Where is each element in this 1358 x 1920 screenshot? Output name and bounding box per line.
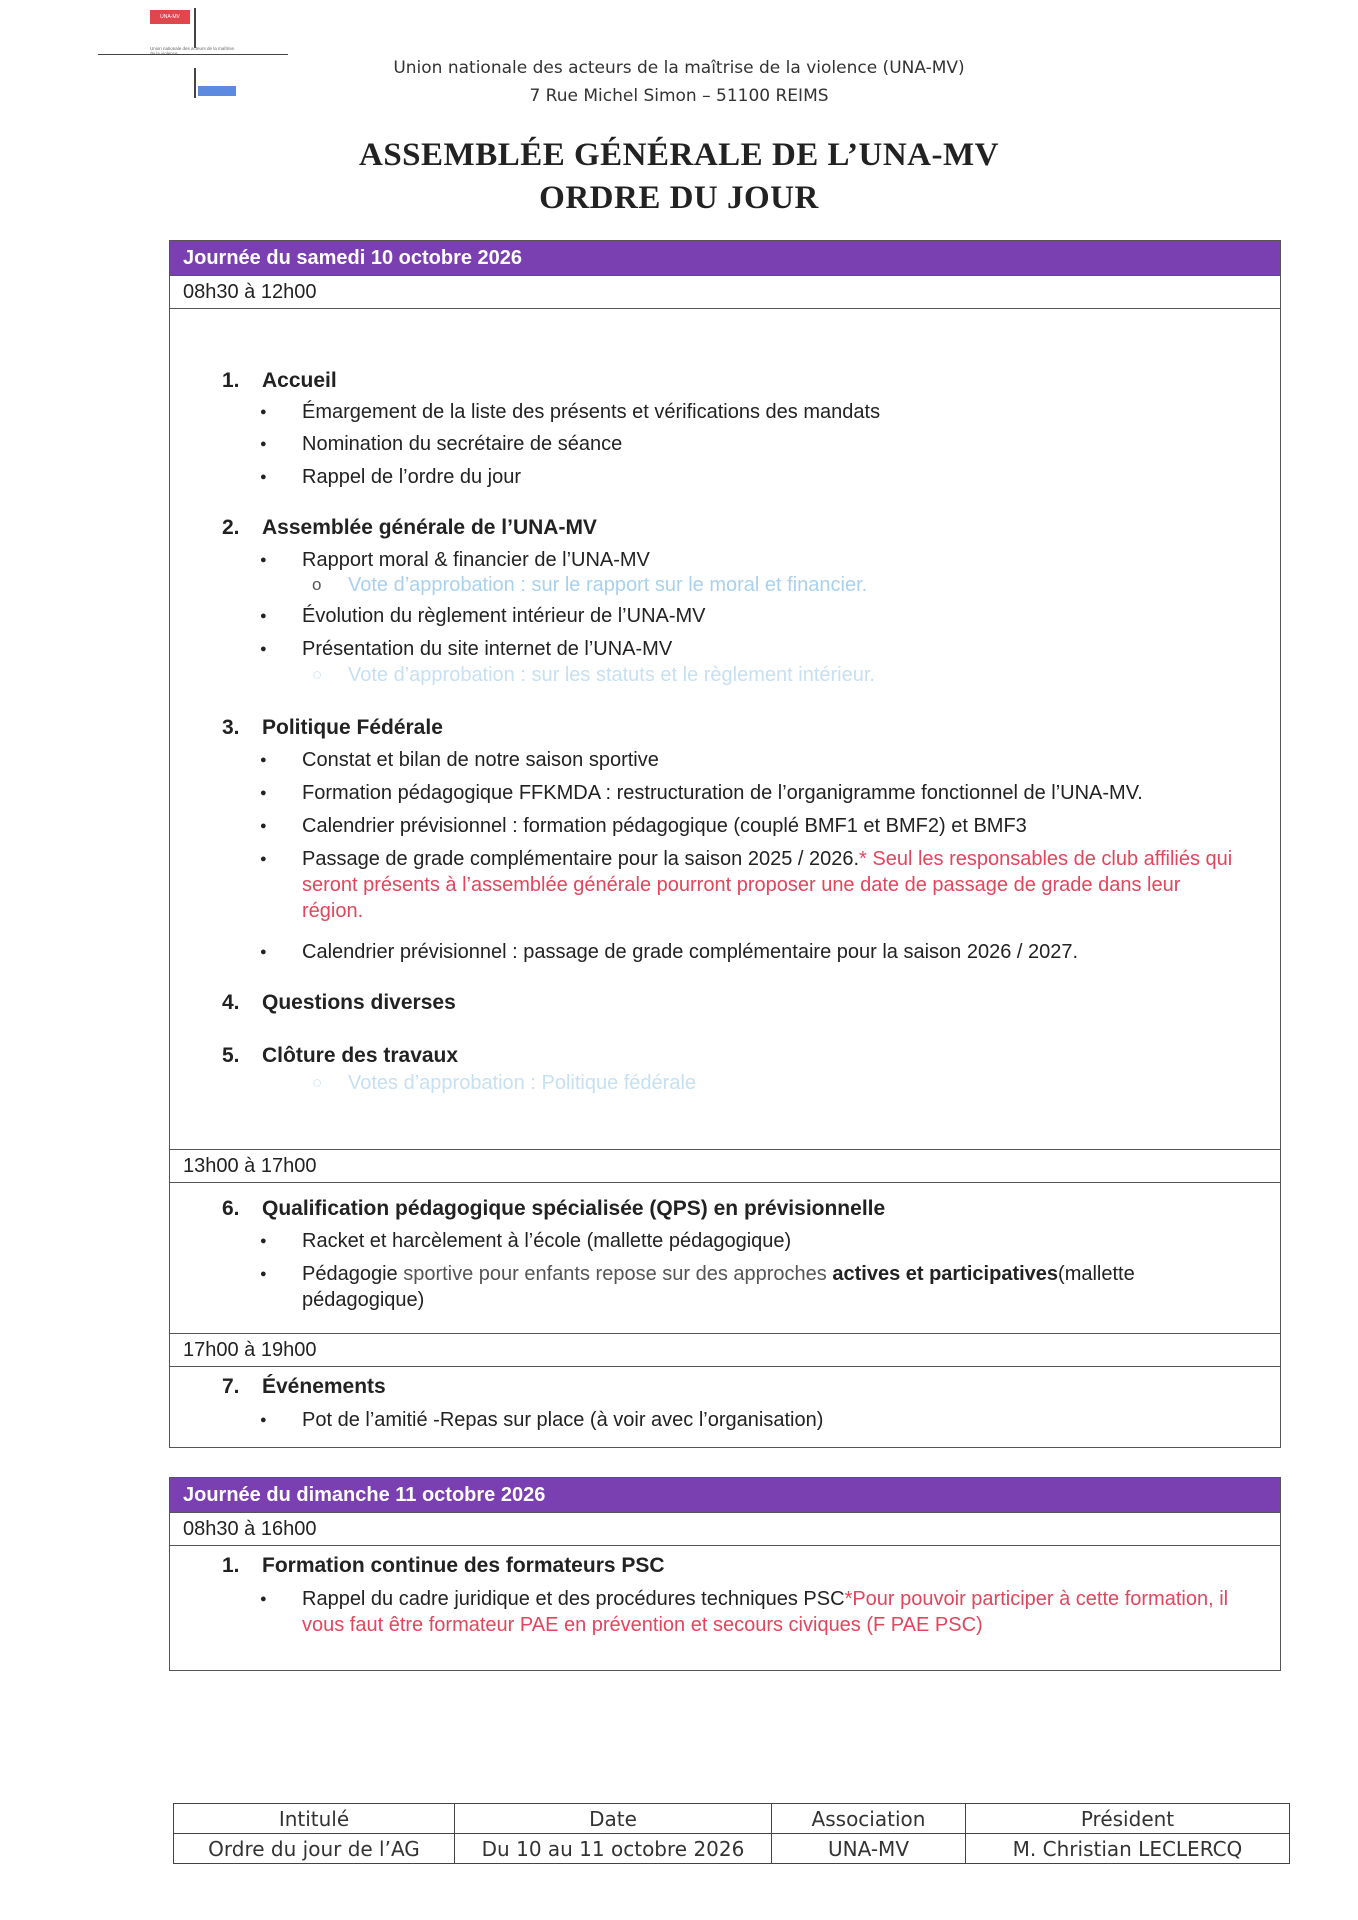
header-cell: Intitulé bbox=[174, 1804, 455, 1834]
table-cell: M. Christian LECLERCQ bbox=[966, 1834, 1290, 1864]
logo-horizontal-line bbox=[98, 54, 288, 55]
list-item: ● Nomination du secrétaire de séance bbox=[262, 431, 1242, 457]
vote-note: o Vote d’approbation : sur le rapport sur le moral et financier. bbox=[312, 574, 868, 596]
day2-heading: Journée du dimanche 11 octobre 2026 bbox=[170, 1478, 1280, 1513]
day2-items bbox=[170, 1546, 1280, 1666]
time-slot: 08h30 à 12h00 bbox=[170, 276, 1280, 309]
vote-note: ○ Vote d’approbation : sur les statuts et le règlement intérieur. bbox=[312, 664, 875, 686]
evening-items bbox=[170, 1367, 1280, 1455]
agenda-item-accueil: 1. Accueil bbox=[222, 369, 337, 392]
header-cell: Association bbox=[772, 1804, 966, 1834]
list-item: ● Émargement de la liste des présents et vérifications des mandats bbox=[262, 399, 1242, 425]
agenda-item-cloture: 5. Clôture des travaux bbox=[222, 1044, 459, 1067]
page-subtitle: ORDRE DU JOUR bbox=[539, 180, 819, 216]
list-item: ● Calendrier prévisionnel : passage de grade complémentaire pour la saison 2026 / 2027. bbox=[262, 939, 1242, 965]
time-slot: 08h30 à 16h00 bbox=[170, 1513, 1280, 1546]
day2-agenda bbox=[169, 1477, 1281, 1671]
document-info-table bbox=[173, 1803, 1290, 1864]
agenda-item-qps: 6. Qualification pédagogique spécialisée (QPS) en prévisionnelle bbox=[222, 1197, 886, 1220]
list-item: ● Racket et harcèlement à l’école (mallette pédagogique) bbox=[262, 1228, 1242, 1254]
morning-items bbox=[170, 309, 1280, 1149]
psc-note: *Pour pouvoir participer à cette formation, il vous faut être formateur PAE en prévention et secours civiques (F PAE PSC) bbox=[302, 1588, 1229, 1636]
org-address: 7 Rue Michel Simon – 51100 REIMS bbox=[529, 86, 829, 106]
table-cell: Du 10 au 11 octobre 2026 bbox=[455, 1834, 772, 1864]
logo-small-text: Union nationale des acteurs de la maîtrise bbox=[150, 46, 235, 51]
day1-heading: Journée du samedi 10 octobre 2026 bbox=[170, 241, 1280, 276]
logo-red-block: UNA-MV bbox=[150, 10, 190, 24]
list-item: ● Rappel du cadre juridique et des procédures techniques PSC*Pour pouvoir participer à cette formation, il vous faut être formateur PAE en prévention et secours civiques (F PAE PSC) bbox=[262, 1586, 1242, 1638]
table-cell: Ordre du jour de l’AG bbox=[174, 1834, 455, 1864]
agenda-item-formation-psc: 1. Formation continue des formateurs PSC bbox=[222, 1554, 665, 1577]
page-title: ASSEMBLÉE GÉNÉRALE DE L’UNA-MV bbox=[359, 137, 999, 173]
table-cell: UNA-MV bbox=[772, 1834, 966, 1864]
list-item: ● Pédagogie sportive pour enfants repose sur des approches actives et participatives(mallette pédagogique) bbox=[262, 1261, 1242, 1313]
list-item: ● Évolution du règlement intérieur de l’UNA-MV bbox=[262, 603, 1242, 629]
logo-divider bbox=[194, 8, 196, 48]
time-slot: 17h00 à 19h00 bbox=[170, 1333, 1280, 1367]
time-slot: 13h00 à 17h00 bbox=[170, 1149, 1280, 1183]
afternoon-items bbox=[170, 1183, 1280, 1333]
list-item: ● Pot de l’amitié -Repas sur place (à voir avec l’organisation) bbox=[262, 1407, 1242, 1433]
agenda-item-politique: 3. Politique Fédérale bbox=[222, 716, 443, 739]
list-item: ● Rappel de l’ordre du jour bbox=[262, 464, 1242, 490]
agenda-item-assemblee: 2. Assemblée générale de l’UNA-MV bbox=[222, 516, 597, 539]
org-name: Union nationale des acteurs de la maîtrise de la violence (UNA-MV) bbox=[393, 58, 965, 78]
table-row bbox=[174, 1804, 1290, 1834]
club-note: * Seul les responsables de club affiliés qui seront présents à l’assemblée générale pourront proposer une date de passage de grade dans leur région. bbox=[302, 848, 1233, 922]
list-item: ● Calendrier prévisionnel : formation pédagogique (couplé BMF1 et BMF2) et BMF3 bbox=[262, 813, 1242, 839]
table-row bbox=[174, 1834, 1290, 1864]
day1-agenda bbox=[169, 240, 1281, 1448]
header-cell: Président bbox=[966, 1804, 1290, 1834]
list-item: ● Formation pédagogique FFKMDA : restructuration de l’organigramme fonctionnel de l’UNA-MV. bbox=[262, 780, 1242, 806]
list-item: ● Constat et bilan de notre saison sportive bbox=[262, 747, 1242, 773]
list-item: ● Présentation du site internet de l’UNA-MV bbox=[262, 636, 1242, 662]
agenda-item-evenements: 7. Événements bbox=[222, 1375, 386, 1398]
agenda-item-questions: 4. Questions diverses bbox=[222, 991, 456, 1014]
list-item: ● Passage de grade complémentaire pour la saison 2025 / 2026.* Seul les responsables de club affiliés qui seront présents à l’assemblée générale pourront proposer une date de passage de grade dans leur région. bbox=[262, 846, 1242, 924]
list-item: ● Rapport moral & financier de l’UNA-MV bbox=[262, 547, 1242, 573]
vote-note: ○ Votes d’approbation : Politique fédérale bbox=[312, 1072, 697, 1094]
header-cell: Date bbox=[455, 1804, 772, 1834]
